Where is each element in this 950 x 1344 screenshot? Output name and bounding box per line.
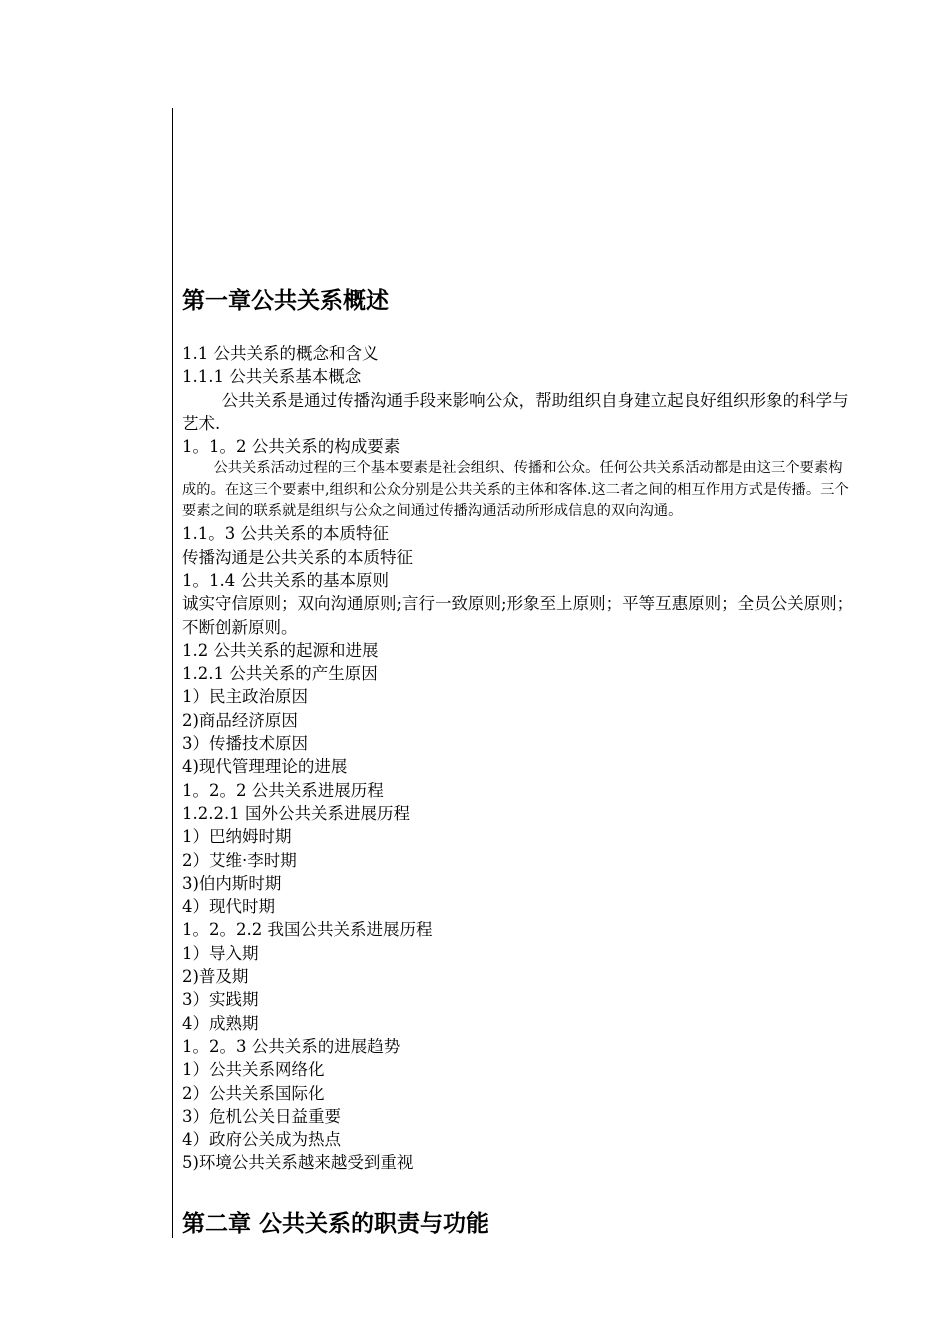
section-1-1-2-heading: 1。1。2 公共关系的构成要素 (182, 437, 401, 457)
list-item: 2)商品经济原因 (182, 710, 298, 730)
list-item: 2）艾维·李时期 (182, 850, 297, 870)
principles-paragraph: 诚实守信原则；双向沟通原则;言行一致原则;形象至上原则；平等互惠原则；全员公关原则；不断创新原则。 (182, 594, 854, 637)
section-1-2-2-1-heading: 1.2.2.1 国外公共关系进展历程 (182, 803, 410, 823)
list-item: 1）公共关系网络化 (182, 1060, 325, 1080)
section-1-1-3-heading: 1.1。3 公共关系的本质特征 (182, 524, 389, 544)
chapter-1-body (182, 342, 854, 1175)
section-1-2-2-2-heading: 1。2。2.2 我国公共关系进展历程 (182, 920, 433, 940)
elements-paragraph: 公共关系活动过程的三个基本要素是社会组织、传播和公众。任何公共关系活动都是由这三个要素构成的。在这三个要素中,组织和公众分别是公共关系的主体和客体.这二者之间的相互作用方式是传播。三个要素之间的联系就是组织与公众之间通过传播沟通活动所形成信息的双向沟通。 (182, 460, 849, 520)
section-1-2-2-heading: 1。2。2 公共关系进展历程 (182, 780, 384, 800)
list-item: 2）公共关系国际化 (182, 1083, 325, 1103)
list-item: 4）现代时期 (182, 897, 275, 917)
chapter-2-title: 第二章 公共关系的职责与功能 (182, 1211, 490, 1237)
list-item: 4)现代管理理论的进展 (182, 757, 348, 777)
list-item: 2)普及期 (182, 967, 249, 987)
list-item: 1）民主政治原因 (182, 687, 308, 707)
list-item: 3)伯内斯时期 (182, 873, 282, 893)
list-item: 4）成熟期 (182, 1013, 259, 1033)
list-item: 5)环境公共关系越来越受到重视 (182, 1153, 414, 1173)
section-1-2-heading: 1.2 公共关系的起源和进展 (182, 640, 379, 660)
section-1-1-1-heading: 1.1.1 公共关系基本概念 (182, 367, 362, 387)
list-item: 4）政府公关成为热点 (182, 1130, 341, 1150)
section-1-1-4-heading: 1。1.4 公共关系的基本原则 (182, 570, 389, 590)
list-item: 3）危机公关日益重要 (182, 1106, 341, 1126)
left-margin-rule (172, 108, 173, 1238)
section-1-2-3-heading: 1。2。3 公共关系的进展趋势 (182, 1036, 401, 1056)
list-item: 1）巴纳姆时期 (182, 827, 292, 847)
concept-paragraph: 公共关系是通过传播沟通手段来影响公众，帮助组织自身建立起良好组织形象的科学与艺术. (182, 390, 849, 433)
list-item: 1）导入期 (182, 943, 259, 963)
section-1-2-1-heading: 1.2.1 公共关系的产生原因 (182, 664, 378, 684)
section-1-1-heading: 1.1 公共关系的概念和含义 (182, 344, 379, 363)
chapter-1-title: 第一章公共关系概述 (182, 288, 389, 314)
list-item: 3）实践期 (182, 990, 259, 1010)
list-item: 3）传播技术原因 (182, 734, 308, 754)
essence-line: 传播沟通是公共关系的本质特征 (182, 547, 413, 567)
